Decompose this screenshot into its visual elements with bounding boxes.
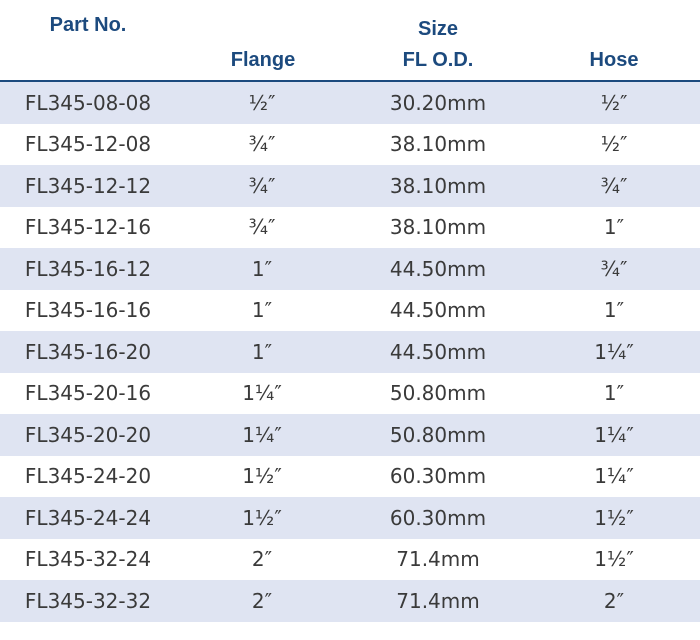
fl-od-cell: 38.10mm	[389, 132, 487, 157]
flange-size-cell: 1¼″	[242, 422, 282, 447]
table-row	[0, 331, 700, 373]
fl-od-cell: 38.10mm	[389, 215, 487, 240]
fl-od-cell: 44.50mm	[389, 256, 487, 281]
flange-size-cell: 1″	[251, 256, 273, 281]
part-number-cell: FL345-20-16	[24, 381, 152, 406]
table-row	[0, 82, 700, 124]
table-row	[0, 497, 700, 539]
fl-od-cell: 60.30mm	[389, 464, 487, 489]
flange-size-cell: ¾″	[248, 215, 276, 240]
part-number-cell: FL345-24-24	[24, 505, 152, 530]
fl-od-cell: 50.80mm	[389, 422, 487, 447]
fl-od-cell: 38.10mm	[389, 173, 487, 198]
flange-size-cell: 2″	[251, 547, 273, 572]
fl-od-cell: 30.20mm	[389, 90, 487, 115]
part-number-cell: FL345-32-24	[24, 547, 152, 572]
flange-size-cell: 2″	[251, 588, 273, 613]
part-number-cell: FL345-12-16	[24, 215, 152, 240]
hose-size-cell: 1″	[603, 215, 625, 240]
fl-od-cell: 71.4mm	[396, 588, 480, 613]
table-row	[0, 414, 700, 456]
flange-size-cell: ¾″	[248, 132, 276, 157]
table-row	[0, 207, 700, 249]
table-body	[0, 82, 700, 622]
fl-od-cell: 50.80mm	[389, 381, 487, 406]
table-header	[0, 0, 700, 82]
part-number-cell: FL345-16-12	[24, 256, 152, 281]
fl-od-cell: 44.50mm	[389, 339, 487, 364]
part-number-cell: FL345-16-20	[24, 339, 152, 364]
fl-od-cell: 60.30mm	[389, 505, 487, 530]
hose-size-cell: 1″	[603, 381, 625, 406]
part-number-cell: FL345-12-08	[24, 132, 152, 157]
table-row	[0, 165, 700, 207]
part-number-cell: FL345-16-16	[24, 298, 152, 323]
table-row	[0, 248, 700, 290]
table-row	[0, 456, 700, 498]
hose-size-cell: 1½″	[594, 547, 634, 572]
table-row	[0, 580, 700, 622]
hose-size-cell: 2″	[603, 588, 625, 613]
flange-size-cell: ½″	[248, 90, 276, 115]
part-number-cell: FL345-12-12	[24, 173, 152, 198]
hose-size-cell: 1¼″	[594, 464, 634, 489]
flange-size-cell: 1¼″	[242, 381, 282, 406]
header-fl-od: FL O.D.	[402, 49, 474, 71]
flange-size-cell: 1″	[251, 339, 273, 364]
header-part-no: Part No.	[49, 14, 127, 36]
header-hose: Hose	[589, 49, 639, 71]
table-row	[0, 290, 700, 332]
fl-od-cell: 71.4mm	[396, 547, 480, 572]
header-flange: Flange	[230, 49, 296, 71]
flange-size-cell: ¾″	[248, 173, 276, 198]
table-row	[0, 373, 700, 415]
flange-size-cell: 1½″	[242, 505, 282, 530]
hose-size-cell: ½″	[600, 90, 628, 115]
hose-size-cell: ¾″	[600, 173, 628, 198]
flange-size-cell: 1″	[251, 298, 273, 323]
part-number-cell: FL345-20-20	[24, 422, 152, 447]
hose-size-cell: 1″	[603, 298, 625, 323]
hose-size-cell: ½″	[600, 132, 628, 157]
hose-size-cell: ¾″	[600, 256, 628, 281]
flange-size-cell: 1½″	[242, 464, 282, 489]
table-row	[0, 124, 700, 166]
table-row	[0, 539, 700, 581]
part-number-cell: FL345-32-32	[24, 588, 152, 613]
header-size: Size	[417, 18, 459, 40]
hose-size-cell: 1¼″	[594, 422, 634, 447]
fl-od-cell: 44.50mm	[389, 298, 487, 323]
part-number-cell: FL345-24-20	[24, 464, 152, 489]
hose-size-cell: 1½″	[594, 505, 634, 530]
hose-size-cell: 1¼″	[594, 339, 634, 364]
part-number-cell: FL345-08-08	[24, 90, 152, 115]
